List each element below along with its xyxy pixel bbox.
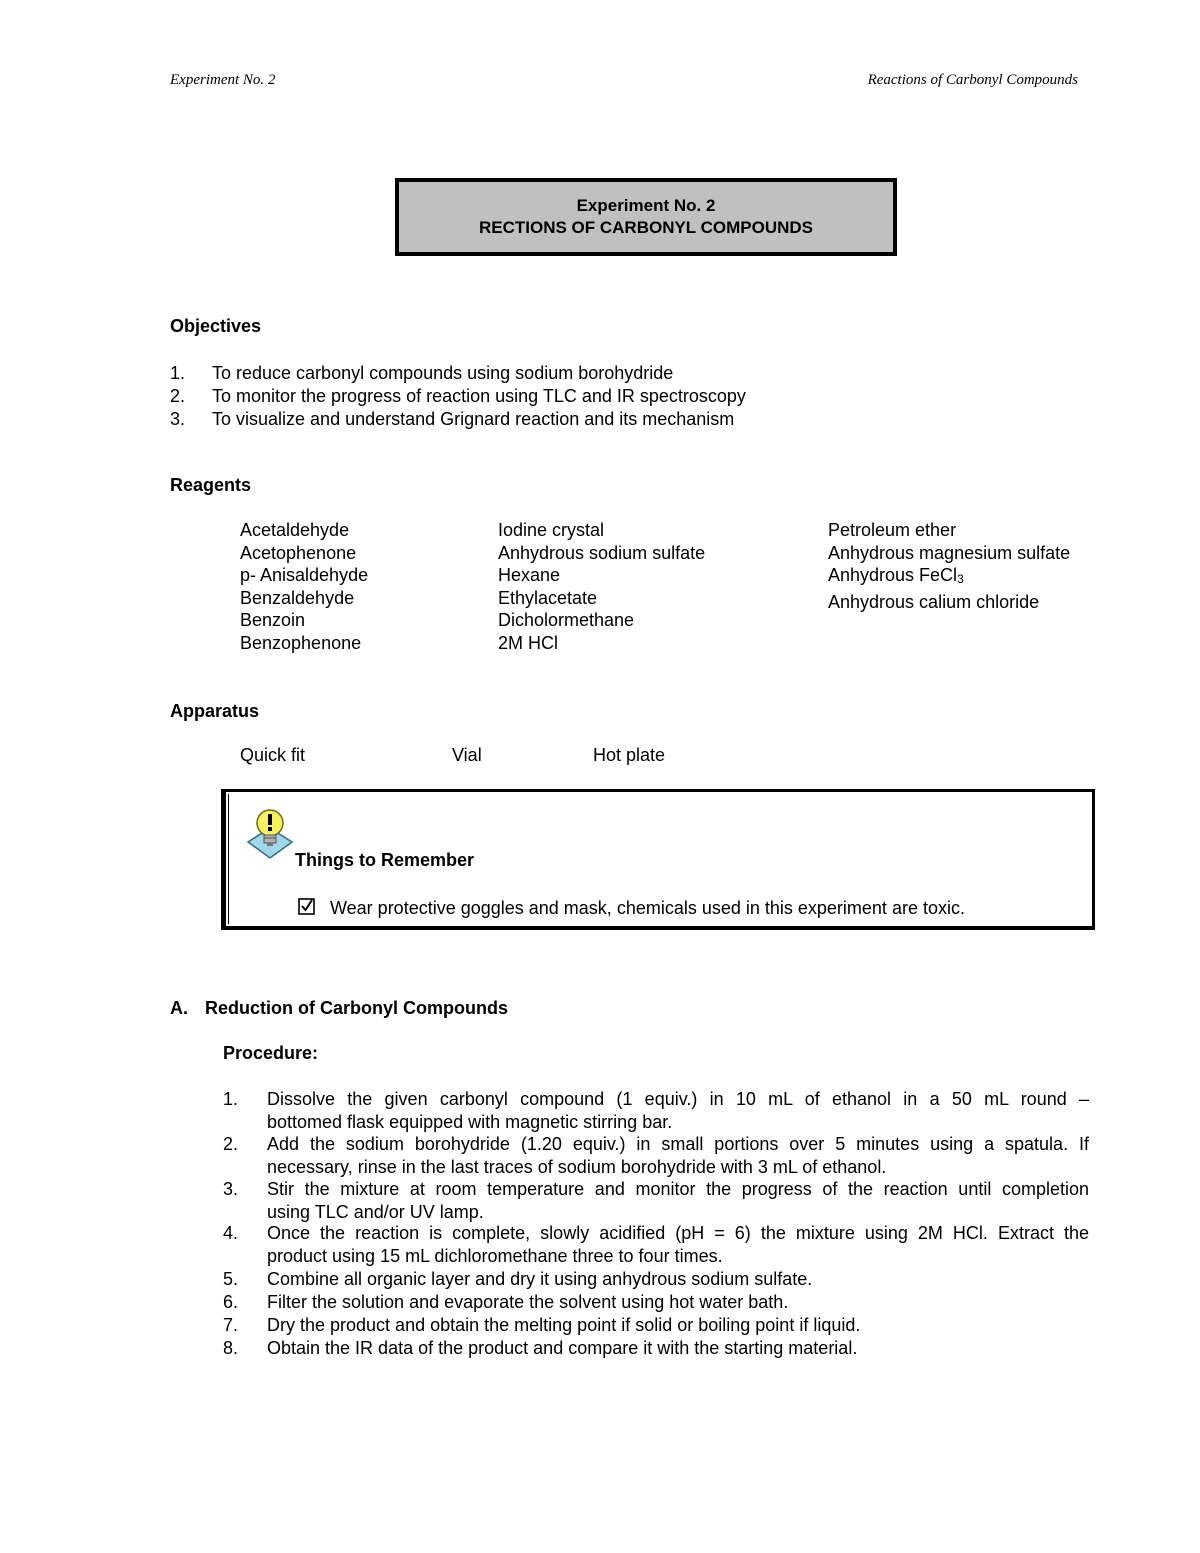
step-text-line: bottomed flask equipped with magnetic stirring bar. (267, 1111, 673, 1132)
objective-text: To visualize and understand Grignard reaction and its mechanism (212, 409, 735, 429)
reagent-item: Iodine crystal (498, 520, 605, 540)
section-heading: Reduction of Carbonyl Compounds (205, 998, 508, 1018)
step-text-line: Combine all organic layer and dry it using anhydrous sodium sulfate. (267, 1269, 813, 1289)
title-box (395, 178, 897, 256)
step-text-line: Obtain the IR data of the product and compare it with the starting material. (267, 1338, 858, 1358)
step-number: 5. (223, 1269, 239, 1289)
reagent-item: Anhydrous sodium sulfate (498, 542, 706, 563)
objective-number: 1. (170, 363, 186, 383)
step-text-line: necessary, rinse in the last traces of sodium borohydride with 3 mL of ethanol. (267, 1156, 887, 1177)
reagent-item: Petroleum ether (828, 520, 957, 540)
reagent-item: Acetophenone (240, 542, 357, 563)
objective-item-2 (170, 385, 746, 407)
step-text-line: Add the sodium borohydride (1.20 equiv.) in small portions over 5 minutes using a spatula. If (267, 1134, 1089, 1154)
reagent-item: Ethylacetate (498, 587, 598, 608)
step-number: 8. (223, 1338, 239, 1358)
step-number: 7. (223, 1315, 239, 1335)
reagent-text: Anhydrous FeCl (828, 565, 958, 586)
step-number: 6. (223, 1292, 239, 1312)
objective-item-1 (170, 362, 673, 384)
reagent-item: Benzaldehyde (240, 587, 355, 608)
objective-number: 2. (170, 386, 186, 406)
step-text-line: product using 15 mL dichloromethane three to four times. (267, 1245, 723, 1266)
reagent-list-col1 (240, 519, 368, 655)
lightbulb-icon (244, 806, 296, 862)
title-line-1: Experiment No. 2 (576, 196, 716, 215)
remember-item: Wear protective goggles and mask, chemicals used in this experiment are toxic. (330, 898, 965, 918)
reagent-item: Hexane (498, 565, 561, 586)
reagent-item: Benzophenone (240, 632, 362, 653)
step-text-line: Once the reaction is complete, slowly acidified (pH = 6) the mixture using 2M HCl. Extract the (267, 1223, 1089, 1243)
box-inner-rule (228, 794, 229, 924)
procedure-heading: Procedure: (223, 1043, 319, 1063)
step-text-line: Dry the product and obtain the melting point if solid or boiling point if liquid. (267, 1315, 861, 1335)
step-number: 1. (223, 1089, 239, 1109)
step-text-line: Dissolve the given carbonyl compound (1 equiv.) in 10 mL of ethanol in a 50 mL round – (267, 1089, 1089, 1109)
section-letter: A. (170, 998, 188, 1018)
remember-heading: Things to Remember (295, 850, 475, 870)
running-header-left: Experiment No. 2 (170, 72, 276, 88)
reagent-item: 2M HCl (498, 632, 559, 653)
objective-item-3 (170, 408, 734, 430)
step-text-line: Filter the solution and evaporate the solvent using hot water bath. (267, 1292, 789, 1312)
subscript: 3 (957, 572, 964, 587)
reagent-item: Anhydrous calium chloride (828, 591, 1040, 612)
apparatus-item: Vial (452, 745, 482, 765)
reagent-list-col3 (828, 519, 1070, 613)
step-text-line: using TLC and/or UV lamp. (267, 1201, 484, 1222)
apparatus-item: Hot plate (593, 745, 666, 765)
objective-number: 3. (170, 409, 186, 429)
reagent-item: Benzoin (240, 610, 306, 631)
step-number: 3. (223, 1179, 239, 1199)
step-number: 4. (223, 1223, 239, 1243)
running-header-right: Reactions of Carbonyl Compounds (867, 72, 1078, 88)
apparatus-heading: Apparatus (170, 701, 260, 721)
things-to-remember-box (221, 789, 1095, 930)
reagents-heading: Reagents (170, 475, 252, 495)
reagent-item-fecl3 (828, 564, 1070, 591)
step-text-line: Stir the mixture at room temperature and monitor the progress of the reaction until completion (267, 1179, 1089, 1199)
reagent-item: Anhydrous magnesium sulfate (828, 542, 1071, 563)
apparatus-item: Quick fit (240, 745, 306, 765)
objective-text: To reduce carbonyl compounds using sodium borohydride (212, 363, 674, 383)
reagent-item: Acetaldehyde (240, 520, 350, 540)
checkbox-checked-icon (298, 898, 315, 915)
title-line-2: RECTIONS OF CARBONYL COMPOUNDS (478, 218, 814, 237)
reagent-item: p- Anisaldehyde (240, 565, 369, 586)
objectives-heading: Objectives (170, 316, 262, 336)
step-number: 2. (223, 1134, 239, 1154)
reagent-item: Dicholormethane (498, 610, 635, 631)
objective-text: To monitor the progress of reaction using TLC and IR spectroscopy (212, 386, 746, 406)
reagent-list-col2 (498, 519, 705, 655)
